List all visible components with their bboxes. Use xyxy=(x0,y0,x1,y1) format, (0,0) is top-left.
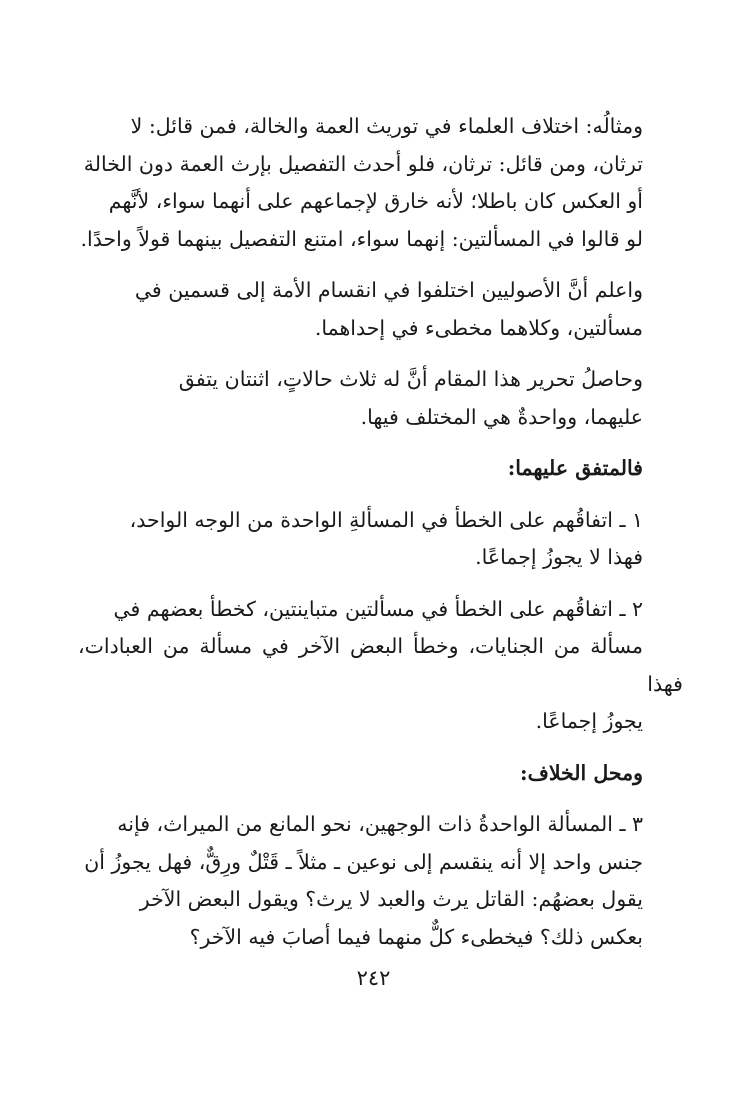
heading-text: ومحل الخلاف: xyxy=(520,760,643,785)
text-line: ١ ـ اتفاقُهم على الخطأ في المسألةِ الواحدة من الوجه الواحد، xyxy=(129,507,643,532)
heading-agreed xyxy=(78,450,683,488)
text-line: ٣ ـ المسألة الواحدةُ ذات الوجهين، نحو المانع من الميراث، فإنه xyxy=(117,812,643,836)
paragraph-item-1 xyxy=(78,502,683,577)
text-line: جنس واحد إلا أنه ينقسم إلى نوعين ـ مثلاً ـ قَتْلٌ ورِقٌّ، فهل يجوزُ أن xyxy=(84,849,643,874)
text-line: بعكس ذلك؟ فيخطىء كلٌّ منهما فيما أصابَ فيه الآخر؟ xyxy=(189,924,643,949)
text-line: عليهما، وواحدةٌ هي المختلف فيها. xyxy=(360,404,643,429)
text-line: يقول بعضهُم: القاتل يرث والعبد لا يرث؟ ويقول البعض الآخر xyxy=(139,887,643,911)
page-number: ٢٤٢ xyxy=(356,966,391,990)
text-line: مسألتين، وكلاهما مخطىء في إحداهما. xyxy=(314,315,643,340)
text-line: وحاصلُ تحرير هذا المقام أنَّ له ثلاث حالاتٍ، اثنتان يتفق xyxy=(178,367,643,391)
text-line: لو قالوا في المسألتين: إنهما سواء، امتنع التفصيل بينهما قولاً واحدًا. xyxy=(80,226,643,251)
paragraph-item-2 xyxy=(78,591,683,741)
paragraph-item-3 xyxy=(78,806,683,956)
paragraph-summary xyxy=(78,361,683,436)
text-line: ترثان، ومن قائل: ترثان، فلو أحدث التفصيل بإرث العمة دون الخالة xyxy=(83,151,643,176)
text-line: أو العكس كان باطلا؛ لأنه خارق لإجماعهم على أنهما سواء، لأنَّهم xyxy=(108,189,643,213)
paragraph-example xyxy=(78,108,683,258)
text-line: ٢ ـ اتفاقُهم على الخطأ في مسألتين متباينتين، كخطأ بعضهم في xyxy=(113,596,643,621)
heading-text: فالمتفق عليهما: xyxy=(507,456,643,480)
heading-dispute xyxy=(78,755,683,793)
text-line: فهذا لا يجوزُ إجماعًا. xyxy=(475,545,643,569)
paragraph-usuliyyin xyxy=(78,272,683,347)
text-line: ومثالُه: اختلاف العلماء في توريث العمة والخالة، فمن قائل: لا xyxy=(130,114,643,138)
page-body xyxy=(78,108,683,956)
text-line: واعلم أنَّ الأصوليين اختلفوا في انقسام الأمة إلى قسمين في xyxy=(134,278,643,302)
text-line: مسألة من الجنايات، وخطأ البعض الآخر في مسألة من العبادات، فهذا xyxy=(78,634,683,696)
text-line: يجوزُ إجماعًا. xyxy=(535,709,643,733)
